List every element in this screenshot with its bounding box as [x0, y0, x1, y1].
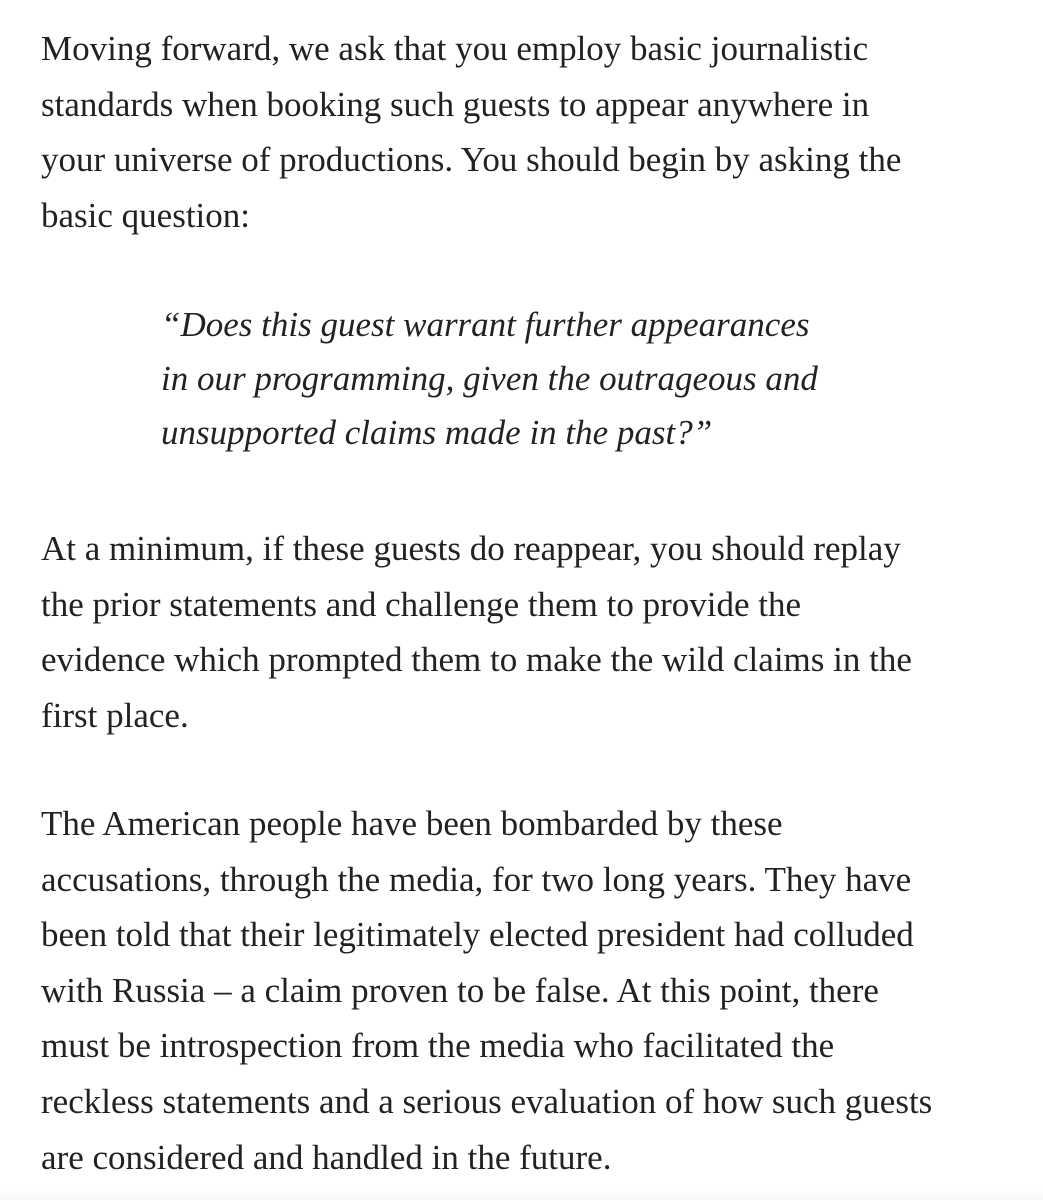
text-line: At a minimum, if these guests do reappear, you should replay — [41, 529, 901, 568]
paragraph-american-people — [41, 796, 1031, 1185]
text-line: your universe of productions. You should begin by asking the — [41, 140, 902, 180]
paragraph-minimum-replay — [41, 521, 1031, 743]
text-line: basic question: — [41, 195, 250, 235]
text-line: evidence which prompted them to make the wild claims in the — [41, 640, 912, 680]
paragraph-journalistic-standards — [41, 21, 1031, 243]
block-quote — [161, 298, 1021, 460]
quote-line: “Does this guest warrant further appearances — [161, 305, 810, 344]
text-line: first place. — [41, 695, 189, 735]
quote-line: unsupported claims made in the past?” — [161, 413, 713, 452]
page-bottom-edge — [0, 1190, 1043, 1200]
text-line: must be introspection from the media who facilitated the — [41, 1026, 835, 1066]
text-line: been told that their legitimately elected president had colluded — [41, 915, 914, 955]
text-line: accusations, through the media, for two long years. They have — [41, 859, 912, 899]
text-line: Moving forward, we ask that you employ basic journalistic — [41, 29, 869, 68]
text-line: the prior statements and challenge them to provide the — [41, 584, 802, 624]
text-line: reckless statements and a serious evaluation of how such guests — [41, 1081, 933, 1121]
text-line: are considered and handled in the future. — [41, 1137, 612, 1177]
text-line: standards when booking such guests to appear anywhere in — [41, 84, 870, 124]
text-line: The American people have been bombarded by these — [41, 804, 783, 843]
quote-line: in our programming, given the outrageous and — [161, 359, 818, 398]
text-line: with Russia – a claim proven to be false. At this point, there — [41, 970, 879, 1010]
